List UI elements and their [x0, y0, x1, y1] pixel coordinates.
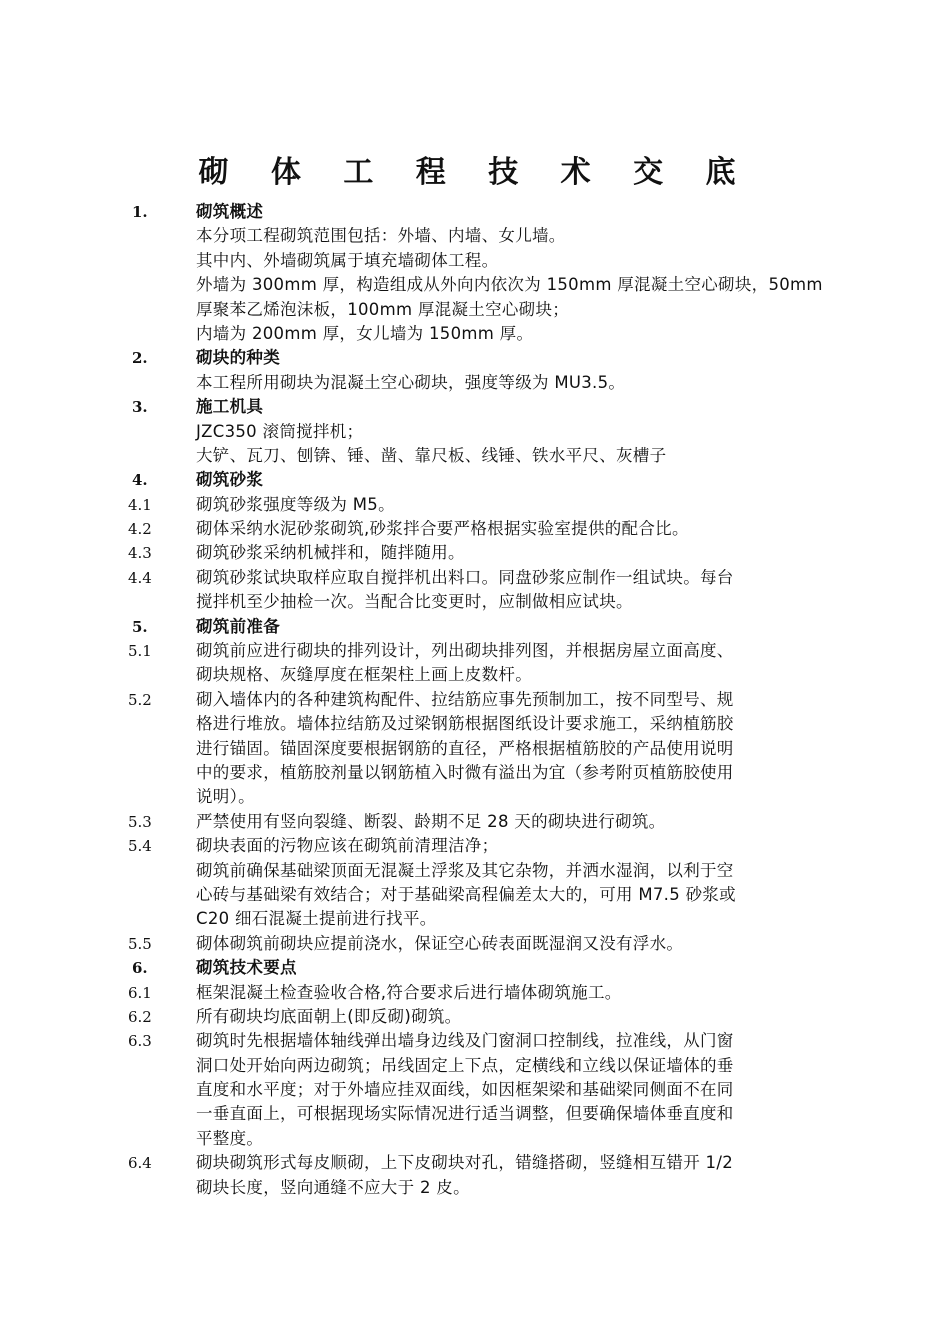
item-number: 4.2 — [128, 520, 152, 539]
text-line — [0, 1102, 950, 1126]
section-heading-row — [0, 468, 950, 492]
text-line — [0, 810, 950, 834]
text-line — [0, 1029, 950, 1053]
text-line — [0, 590, 950, 614]
section-heading: 砌筑砂浆 — [196, 470, 264, 490]
text-line — [0, 371, 950, 395]
paragraph-text: 砌筑砂浆强度等级为 M5。 — [196, 494, 395, 514]
text-line — [0, 1151, 950, 1175]
item-number: 1. — [132, 203, 148, 221]
paragraph-text: 砌块规格、灰缝厚度在框架柱上画上皮数杆。 — [196, 665, 532, 685]
text-line — [0, 1005, 950, 1029]
section-heading: 砌筑技术要点 — [196, 958, 297, 978]
text-line — [0, 1176, 950, 1200]
item-number: 5.5 — [128, 934, 152, 953]
paragraph-text: 进行锚固。锚固深度要根据钢筋的直径，严格根据植筋胶的产品使用说明 — [196, 738, 734, 758]
paragraph-text: 一垂直面上，可根据现场实际情况进行适当调整，但要确保墙体垂直度和 — [196, 1104, 734, 1124]
section-heading: 砌块的种类 — [196, 348, 280, 368]
item-number: 4.4 — [128, 568, 152, 587]
paragraph-text: 砌体砌筑前砌块应提前浇水，保证空心砖表面既湿润又没有浮水。 — [196, 933, 684, 953]
text-line — [0, 639, 950, 663]
text-line — [0, 859, 950, 883]
item-number: 6.1 — [128, 983, 152, 1002]
text-line — [0, 932, 950, 956]
paragraph-text: 洞口处开始向两边砌筑；吊线固定上下点，定横线和立线以保证墙体的垂 — [196, 1055, 734, 1075]
paragraph-text: 说明）。 — [196, 787, 255, 807]
paragraph-text: 其中内、外墙砌筑属于填充墙砌体工程。 — [196, 250, 499, 270]
document-body — [0, 200, 950, 1200]
paragraph-text: 砌筑砂浆试块取样应取自搅拌机出料口。同盘砂浆应制作一组试块。每台 — [196, 567, 734, 587]
paragraph-text: 框架混凝土检查验收合格,符合要求后进行墙体砌筑施工。 — [196, 982, 622, 1002]
section-heading-row — [0, 346, 950, 370]
item-number: 6.3 — [128, 1032, 152, 1051]
text-line — [0, 1127, 950, 1151]
text-line — [0, 883, 950, 907]
item-number: 5.1 — [128, 642, 152, 661]
text-line — [0, 712, 950, 736]
text-line — [0, 981, 950, 1005]
text-line — [0, 224, 950, 248]
text-line — [0, 541, 950, 565]
text-line — [0, 249, 950, 273]
section-heading-row — [0, 200, 950, 224]
section-heading: 砌筑概述 — [196, 202, 264, 221]
text-line — [0, 834, 950, 858]
item-number: 4.3 — [128, 544, 152, 563]
item-number: 2. — [132, 349, 148, 368]
paragraph-text: 格进行堆放。墙体拉结筋及过梁钢筋根据图纸设计要求施工，采纳植筋胶 — [196, 714, 734, 734]
text-line — [0, 1054, 950, 1078]
text-line — [0, 420, 950, 444]
text-line — [0, 1078, 950, 1102]
section-heading: 砌筑前准备 — [196, 616, 280, 636]
text-line — [0, 688, 950, 712]
paragraph-text: JZC350 滚筒搅拌机； — [196, 421, 364, 441]
item-number: 6.2 — [128, 1007, 152, 1026]
paragraph-text: 所有砌块均底面朝上(即反砌)砌筑。 — [196, 1006, 462, 1026]
text-line — [0, 298, 950, 322]
document-title: 砌 体 工 程 技 术 交 底 — [198, 155, 752, 190]
item-number: 4. — [132, 471, 148, 490]
item-number: 6.4 — [128, 1154, 152, 1173]
text-line — [0, 273, 950, 297]
item-number: 6. — [132, 959, 148, 978]
paragraph-text: 搅拌机至少抽检一次。当配合比变更时，应制做相应试块。 — [196, 592, 633, 612]
item-number: 3. — [132, 398, 148, 417]
paragraph-text: 砌筑前应进行砌块的排列设计，列出砌块排列图，并根据房屋立面高度、 — [196, 641, 734, 661]
text-line — [0, 907, 950, 931]
section-heading-row — [0, 956, 950, 980]
paragraph-text: 平整度。 — [196, 1128, 264, 1148]
paragraph-text: 外墙为 300mm 厚，构造组成从外向内依次为 150mm 厚混凝土空心砌块，50mm — [196, 275, 823, 295]
text-line — [0, 566, 950, 590]
item-number: 5.4 — [128, 837, 152, 856]
item-number: 5.3 — [128, 812, 152, 831]
paragraph-text: C20 细石混凝土提前进行找平。 — [196, 909, 437, 929]
paragraph-text: 砌块砌筑形式每皮顺砌，上下皮砌块对孔，错缝搭砌，竖缝相互错开 1/2 — [196, 1153, 733, 1173]
text-line — [0, 493, 950, 517]
paragraph-text: 内墙为 200mm 厚，女儿墙为 150mm 厚。 — [196, 323, 534, 343]
item-number: 5.2 — [128, 690, 152, 709]
paragraph-text: 砌块长度，竖向通缝不应大于 2 皮。 — [196, 1177, 470, 1197]
text-line — [0, 663, 950, 687]
text-line — [0, 761, 950, 785]
text-line — [0, 785, 950, 809]
paragraph-text: 砌入墙体内的各种建筑构配件、拉结筋应事先预制加工，按不同型号、规 — [196, 689, 734, 709]
paragraph-text: 砌块表面的污物应该在砌筑前清理洁净； — [196, 836, 499, 856]
paragraph-text: 本工程所用砌块为混凝土空心砌块，强度等级为 MU3.5。 — [196, 372, 626, 392]
paragraph-text: 厚聚苯乙烯泡沫板，100mm 厚混凝土空心砌块； — [196, 299, 570, 319]
item-number: 4.1 — [128, 495, 152, 514]
paragraph-text: 砌体采纳水泥砂浆砌筑,砂浆拌合要严格根据实验室提供的配合比。 — [196, 519, 689, 539]
paragraph-text: 严禁使用有竖向裂缝、断裂、龄期不足 28 天的砌块进行砌筑。 — [196, 811, 666, 831]
text-line — [0, 517, 950, 541]
text-line — [0, 737, 950, 761]
paragraph-text: 砌筑时先根据墙体轴线弹出墙身边线及门窗洞口控制线，拉准线，从门窗 — [196, 1031, 734, 1051]
section-heading-row — [0, 615, 950, 639]
paragraph-text: 砌筑前确保基础梁顶面无混凝土浮浆及其它杂物，并洒水湿润，以利于空 — [196, 860, 734, 880]
paragraph-text: 本分项工程砌筑范围包括：外墙、内墙、女儿墙。 — [196, 226, 566, 246]
paragraph-text: 大铲、瓦刀、刨锛、锤、凿、靠尺板、线锤、铁水平尺、灰槽子 — [196, 445, 667, 465]
paragraph-text: 中的要求，植筋胶剂量以钢筋植入时微有溢出为宜（参考附页植筋胶使用 — [196, 762, 734, 782]
text-line — [0, 322, 950, 346]
item-number: 5. — [132, 617, 148, 636]
section-heading: 施工机具 — [196, 397, 264, 417]
section-heading-row — [0, 395, 950, 419]
paragraph-text: 心砖与基础梁有效结合；对于基础梁高程偏差太大的，可用 M7.5 砂浆或 — [196, 884, 736, 904]
text-line — [0, 444, 950, 468]
paragraph-text: 砌筑砂浆采纳机械拌和，随拌随用。 — [196, 543, 465, 563]
paragraph-text: 直度和水平度；对于外墙应挂双面线，如因框架梁和基础梁同侧面不在同 — [196, 1080, 734, 1100]
